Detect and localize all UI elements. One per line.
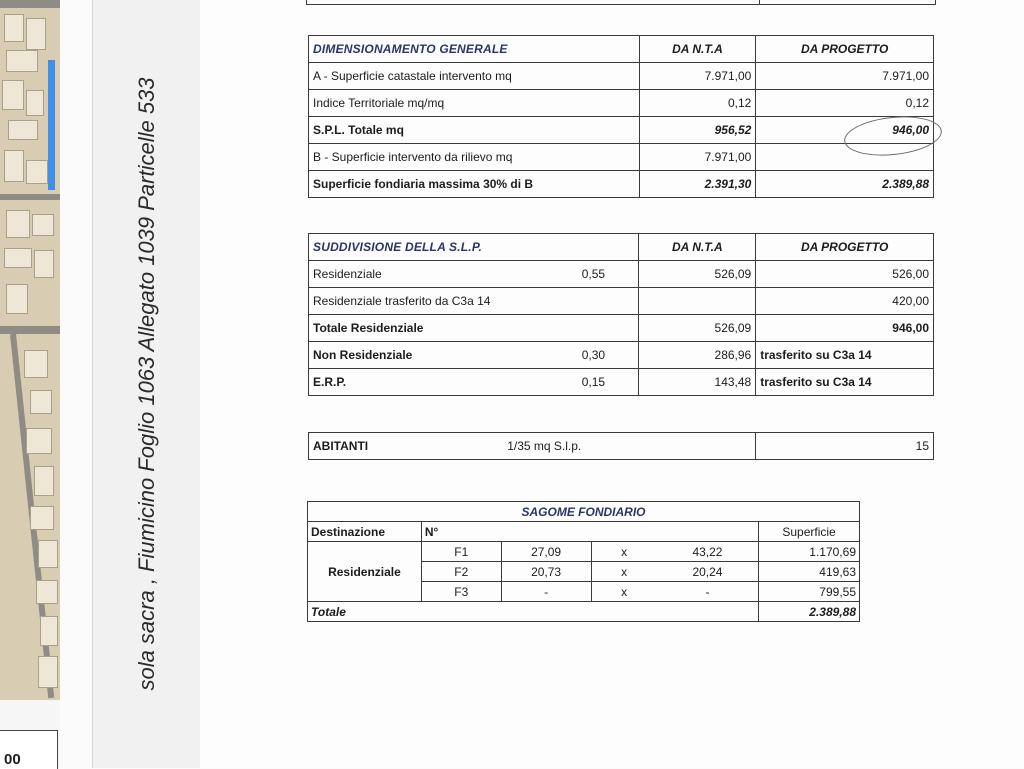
dimension-b: - [657, 582, 759, 602]
times-symbol: x [591, 542, 657, 562]
table-title: DIMENSIONAMENTO GENERALE [309, 36, 640, 63]
dimension-b: 20,24 [657, 562, 759, 582]
row-label: Indice Territoriale mq/mq [309, 90, 640, 117]
abitanti-table [308, 432, 934, 460]
nta-value [639, 288, 756, 315]
caption-sidebar [92, 0, 202, 768]
superficie-value: 799,55 [759, 582, 860, 602]
site-boundary-marker [48, 60, 55, 190]
coefficient [548, 315, 639, 342]
table-row [309, 288, 934, 315]
times-symbol: x [591, 582, 657, 602]
dimension-a: 20,73 [501, 562, 591, 582]
table-total-row [308, 602, 860, 622]
nta-value: 7.971,00 [639, 63, 756, 90]
table-header-row [309, 36, 934, 63]
abitanti-value: 15 [756, 433, 934, 460]
abitanti-formula: 1/35 mq S.l.p. [503, 433, 756, 460]
total-value: 2.389,88 [759, 602, 860, 622]
scale-label: 00 [4, 751, 21, 768]
table-row [309, 342, 934, 369]
superficie-value: 1.170,69 [759, 542, 860, 562]
site-map [0, 0, 60, 700]
row-label: Superficie fondiaria massima 30% di B [309, 171, 640, 198]
nta-value: 143,48 [639, 369, 756, 396]
row-label: A - Superficie catastale intervento mq [309, 63, 640, 90]
table-row [309, 117, 934, 144]
table-row [309, 369, 934, 396]
row-label: Residenziale [309, 261, 549, 288]
coefficient: 0,15 [548, 369, 639, 396]
sidebar-caption: sola sacra , Fiumicino Foglio 1063 Allegato 1039 Particelle 533 [134, 77, 159, 691]
progetto-value: 526,00 [756, 261, 934, 288]
progetto-value: 946,00 [756, 315, 934, 342]
nta-value: 956,52 [639, 117, 756, 144]
table-row [309, 315, 934, 342]
times-symbol: x [591, 562, 657, 582]
dimension-a: 27,09 [501, 542, 591, 562]
sagoma-id: F1 [421, 542, 501, 562]
nta-value: 7.971,00 [639, 144, 756, 171]
dimension-a: - [501, 582, 591, 602]
column-header-superficie: Superficie [759, 522, 860, 542]
nta-value: 286,96 [639, 342, 756, 369]
table-row [309, 171, 934, 198]
sagoma-id: F2 [421, 562, 501, 582]
dimensionamento-table [308, 35, 934, 198]
table-row [309, 63, 934, 90]
row-label: Totale Residenziale [309, 315, 549, 342]
table-header-row [308, 502, 860, 522]
row-label: E.R.P. [309, 369, 549, 396]
table-title: SUDDIVISIONE DELLA S.L.P. [309, 234, 639, 261]
coefficient [548, 288, 639, 315]
nta-value: 0,12 [639, 90, 756, 117]
row-label: Non Residenziale [309, 342, 549, 369]
column-header-number: N° [421, 522, 758, 542]
sagoma-id: F3 [421, 582, 501, 602]
column-header-nta: DA N.T.A [639, 36, 756, 63]
nta-value: 526,09 [639, 261, 756, 288]
nta-value: 526,09 [639, 315, 756, 342]
group-label: Residenziale [308, 542, 422, 602]
row-label: S.P.L. Totale mq [309, 117, 640, 144]
table-row [309, 144, 934, 171]
coefficient: 0,30 [548, 342, 639, 369]
suddivisione-table [308, 233, 934, 396]
progetto-value: 946,00 [756, 117, 934, 144]
table-header-row [308, 522, 860, 542]
progetto-value: 7.971,00 [756, 63, 934, 90]
sagome-table [307, 501, 860, 622]
table-header-row [309, 234, 934, 261]
dimension-b: 43,22 [657, 542, 759, 562]
progetto-value: 0,12 [756, 90, 934, 117]
table-title: SAGOME FONDIARIO [308, 502, 860, 522]
progetto-value: trasferito su C3a 14 [756, 342, 934, 369]
column-header-nta: DA N.T.A [639, 234, 756, 261]
column-header-progetto: DA PROGETTO [756, 234, 934, 261]
table-row [309, 261, 934, 288]
table-row [308, 542, 860, 562]
superficie-value: 419,63 [759, 562, 860, 582]
scale-box [0, 730, 58, 769]
total-label: Totale [308, 602, 759, 622]
table-row [309, 90, 934, 117]
coefficient: 0,55 [548, 261, 639, 288]
row-label: B - Superficie intervento da rilievo mq [309, 144, 640, 171]
column-header-progetto: DA PROGETTO [756, 36, 934, 63]
nta-value: 2.391,30 [639, 171, 756, 198]
previous-table-edge [306, 0, 936, 5]
table-row [309, 433, 934, 460]
progetto-value: 420,00 [756, 288, 934, 315]
progetto-value: 2.389,88 [756, 171, 934, 198]
column-header-destinazione: Destinazione [308, 522, 422, 542]
row-label: Residenziale trasferito da C3a 14 [309, 288, 549, 315]
abitanti-label: ABITANTI [309, 433, 504, 460]
progetto-value: trasferito su C3a 14 [756, 369, 934, 396]
